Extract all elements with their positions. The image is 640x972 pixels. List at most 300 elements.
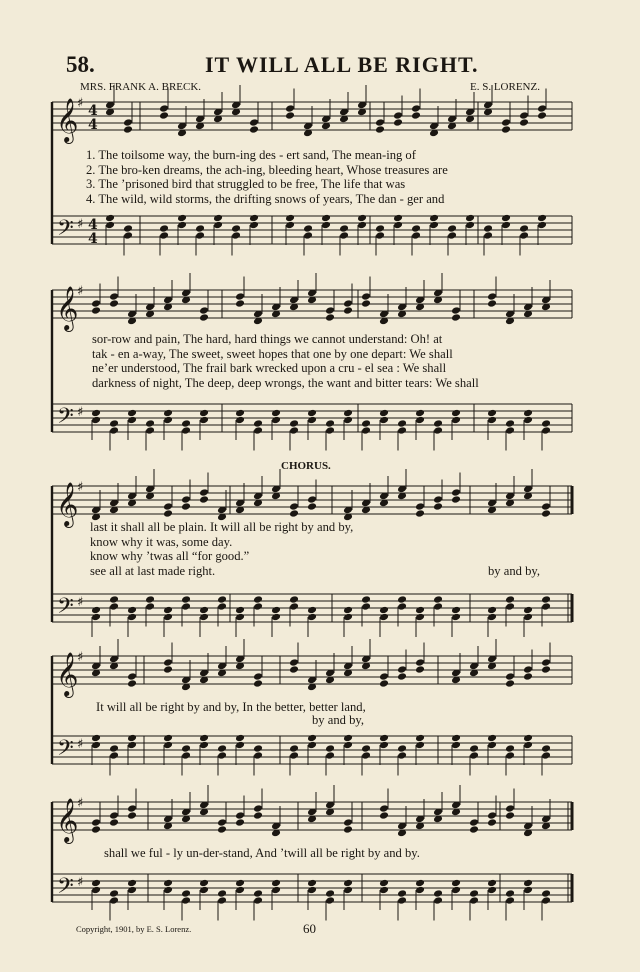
note-head [307, 416, 317, 425]
note-head [199, 495, 209, 504]
note-head [487, 606, 497, 615]
note-head [289, 658, 299, 667]
note-head [379, 416, 389, 425]
note-head [109, 811, 119, 820]
note-head [109, 751, 119, 760]
lyric-line: tak - en a-way, The sweet, sweet hopes that one by one depart: We shall [92, 346, 453, 361]
note-head [91, 409, 101, 418]
treble-clef: 𝄞 [56, 798, 79, 842]
note-head [163, 879, 173, 888]
note-head [433, 595, 443, 604]
note-head [375, 118, 385, 127]
note-head [541, 889, 551, 898]
note-head [289, 744, 299, 753]
key-signature-sharp: ♯ [77, 875, 84, 890]
note-head [105, 214, 115, 223]
note-head [537, 214, 547, 223]
key-signature-sharp: ♯ [77, 284, 84, 299]
system-4-bass-lyric [312, 713, 364, 728]
note-head [159, 111, 169, 120]
note-head [415, 409, 425, 418]
hymn-title: IT WILL ALL BE RIGHT. [205, 52, 479, 77]
note-head [163, 886, 173, 895]
note-head [321, 221, 331, 230]
note-head [523, 416, 533, 425]
note-head [235, 886, 245, 895]
note-head [181, 419, 191, 428]
note-head [109, 292, 119, 301]
note-head [537, 221, 547, 230]
note-head [343, 825, 353, 834]
note-head [181, 595, 191, 604]
note-head [289, 509, 299, 518]
note-head [523, 672, 533, 681]
note-head [501, 221, 511, 230]
note-head [429, 221, 439, 230]
note-head [361, 595, 371, 604]
note-head [357, 221, 367, 230]
note-head [289, 665, 299, 674]
note-head [541, 744, 551, 753]
note-head [271, 879, 281, 888]
note-head [397, 665, 407, 674]
note-head [375, 231, 385, 240]
note-head [127, 886, 137, 895]
note-head [343, 734, 353, 743]
note-head [217, 818, 227, 827]
note-head [105, 221, 115, 230]
note-head [199, 886, 209, 895]
note-head [285, 221, 295, 230]
note-head [361, 292, 371, 301]
note-head [109, 419, 119, 428]
note-head [163, 502, 173, 511]
note-head [541, 665, 551, 674]
note-head [379, 886, 389, 895]
treble-clef: 𝄞 [56, 98, 79, 142]
note-head [519, 231, 529, 240]
note-head [109, 818, 119, 827]
lyric-line: see all at last made right. [90, 563, 216, 578]
note-head [235, 818, 245, 827]
note-head [501, 214, 511, 223]
note-head [181, 495, 191, 504]
note-head [199, 613, 209, 622]
note-head [343, 606, 353, 615]
note-head [253, 811, 263, 820]
note-head [451, 416, 461, 425]
note-head [235, 879, 245, 888]
note-head [451, 606, 461, 615]
note-head [177, 214, 187, 223]
note-head [253, 602, 263, 611]
note-head [433, 896, 443, 905]
note-head [375, 125, 385, 134]
note-head [487, 292, 497, 301]
note-head [91, 879, 101, 888]
note-head [397, 602, 407, 611]
note-head [289, 602, 299, 611]
bass-clef: 𝄢 [57, 404, 74, 434]
note-head [253, 744, 263, 753]
note-head [487, 299, 497, 308]
note-head [415, 741, 425, 750]
time-signature: 4 [88, 231, 98, 247]
note-head [415, 658, 425, 667]
note-head [159, 224, 169, 233]
note-head [325, 306, 335, 315]
key-signature-sharp: ♯ [77, 737, 84, 752]
lyric-line: know why ’twas all “for good.” [90, 549, 250, 563]
note-head [451, 879, 461, 888]
note-head [213, 221, 223, 230]
note-head [325, 744, 335, 753]
note-head [181, 889, 191, 898]
note-head [393, 214, 403, 223]
note-head [465, 221, 475, 230]
note-head [91, 734, 101, 743]
note-head [303, 231, 313, 240]
note-head [163, 741, 173, 750]
note-head [217, 825, 227, 834]
note-head [181, 744, 191, 753]
system-1-lyrics [86, 148, 448, 206]
note-head [523, 734, 533, 743]
note-head [181, 502, 191, 511]
note-head [181, 896, 191, 905]
note-head [415, 509, 425, 518]
note-head [285, 111, 295, 120]
note-head [235, 292, 245, 301]
note-head [307, 886, 317, 895]
note-head [235, 613, 245, 622]
note-head [91, 299, 101, 308]
note-head [109, 744, 119, 753]
note-head [393, 118, 403, 127]
note-head [271, 409, 281, 418]
lyric-line: 3. The ’prisoned bird that struggled to be free, The life that was [86, 177, 406, 191]
note-head [379, 679, 389, 688]
note-head [199, 409, 209, 418]
note-head [127, 734, 137, 743]
note-head [433, 602, 443, 611]
note-head [433, 419, 443, 428]
system-2-lyrics [92, 332, 479, 390]
note-head [307, 495, 317, 504]
note-head [523, 665, 533, 674]
note-head [231, 231, 241, 240]
note-head [199, 741, 209, 750]
note-head [487, 886, 497, 895]
page-number: 60 [303, 921, 316, 936]
note-head [447, 231, 457, 240]
note-head [109, 299, 119, 308]
note-head [271, 606, 281, 615]
note-head [505, 679, 515, 688]
note-head [505, 751, 515, 760]
note-head [145, 419, 155, 428]
note-head [469, 896, 479, 905]
note-head [289, 595, 299, 604]
note-head [199, 734, 209, 743]
note-head [343, 299, 353, 308]
note-head [307, 502, 317, 511]
lyric-line: It will all be right by and by, In the better, better land, [96, 700, 366, 714]
note-head [325, 889, 335, 898]
note-head [397, 595, 407, 604]
note-head [415, 734, 425, 743]
note-head [523, 606, 533, 615]
note-head [397, 744, 407, 753]
note-head [487, 879, 497, 888]
note-head [343, 741, 353, 750]
note-head [379, 672, 389, 681]
note-head [379, 606, 389, 615]
note-head [163, 409, 173, 418]
note-head [307, 879, 317, 888]
note-head [307, 606, 317, 615]
note-head [505, 426, 515, 435]
note-head [163, 658, 173, 667]
note-head [217, 595, 227, 604]
lyric-line: ne’er understood, The frail bark wrecked upon a cru - el sea : We shall [92, 361, 447, 375]
note-head [285, 104, 295, 113]
lyric-line: last it shall all be plain. It will all be right by and by, [90, 520, 354, 534]
note-head [249, 125, 259, 134]
note-head [397, 419, 407, 428]
copyright-notice: Copyright, 1901, by E. S. Lorenz. [76, 924, 192, 934]
key-signature-sharp: ♯ [77, 480, 84, 495]
note-head [523, 879, 533, 888]
note-head [505, 811, 515, 820]
note-head [541, 751, 551, 760]
note-head [519, 224, 529, 233]
note-head [487, 613, 497, 622]
note-head [127, 879, 137, 888]
time-signature: 4 [88, 103, 98, 119]
note-head [123, 125, 133, 134]
note-head [451, 613, 461, 622]
note-head [433, 889, 443, 898]
bass-clef: 𝄢 [57, 736, 74, 766]
note-head [415, 879, 425, 888]
note-head [253, 595, 263, 604]
note-head [541, 419, 551, 428]
note-head [159, 104, 169, 113]
note-head [451, 409, 461, 418]
note-head [523, 613, 533, 622]
note-head [411, 104, 421, 113]
lyric-line: shall we ful - ly un-der-stand, And ’twill all be right by and by. [104, 846, 420, 860]
note-head [501, 125, 511, 134]
note-head [469, 751, 479, 760]
author-credit: MRS. FRANK A. BRECK. [80, 81, 202, 93]
treble-clef: 𝄞 [56, 286, 79, 330]
note-head [523, 741, 533, 750]
note-head [253, 889, 263, 898]
lyric-line: sor-row and pain, The hard, hard things we cannot understand: Oh! at [92, 332, 443, 346]
note-head [397, 896, 407, 905]
system-5-lyrics [104, 846, 420, 861]
treble-clef: 𝄞 [56, 482, 79, 526]
chorus-label: CHORUS. [281, 460, 331, 472]
note-head [109, 889, 119, 898]
note-head [91, 818, 101, 827]
note-head [253, 419, 263, 428]
note-head [285, 214, 295, 223]
note-head [397, 751, 407, 760]
note-head [411, 111, 421, 120]
note-head [357, 214, 367, 223]
note-head [253, 426, 263, 435]
note-head [343, 409, 353, 418]
note-head [411, 231, 421, 240]
note-head [217, 744, 227, 753]
lyric-line: 4. The wild, wild storms, the drifting snows of years, The dan - ger and [86, 191, 445, 206]
bass-clef: 𝄢 [57, 216, 74, 246]
note-head [505, 744, 515, 753]
note-head [163, 665, 173, 674]
note-head [343, 818, 353, 827]
note-head [397, 426, 407, 435]
key-signature-sharp: ♯ [77, 217, 84, 232]
lyric-line: by and by, [488, 564, 540, 578]
note-head [469, 818, 479, 827]
lyric-line: 2. The bro-ken dreams, the ach-ing, bleeding heart, Whose treasures are [86, 162, 448, 177]
note-head [307, 613, 317, 622]
note-head [289, 426, 299, 435]
note-head [343, 886, 353, 895]
note-head [415, 665, 425, 674]
note-head [465, 214, 475, 223]
note-head [393, 111, 403, 120]
note-head [127, 804, 137, 813]
note-head [541, 502, 551, 511]
note-head [487, 416, 497, 425]
note-head [505, 595, 515, 604]
note-head [235, 606, 245, 615]
note-head [123, 224, 133, 233]
note-head [451, 488, 461, 497]
bass-clef: 𝄢 [57, 594, 74, 624]
note-head [249, 221, 259, 230]
note-head [519, 118, 529, 127]
note-head [123, 118, 133, 127]
note-head [469, 825, 479, 834]
note-head [303, 224, 313, 233]
note-head [397, 672, 407, 681]
note-head [451, 495, 461, 504]
note-head [451, 741, 461, 750]
note-head [505, 419, 515, 428]
note-head [109, 426, 119, 435]
note-head [483, 224, 493, 233]
note-head [199, 879, 209, 888]
system-3-lyrics [90, 520, 353, 578]
note-head [379, 734, 389, 743]
note-head [163, 416, 173, 425]
note-head [379, 741, 389, 750]
note-head [307, 741, 317, 750]
note-head [289, 502, 299, 511]
note-head [379, 613, 389, 622]
note-head [127, 606, 137, 615]
note-head [541, 896, 551, 905]
note-head [109, 595, 119, 604]
note-head [487, 734, 497, 743]
lyric-line: darkness of night, The deep, deep wrongs, the want and bitter tears: We shall [92, 375, 479, 390]
note-head [181, 426, 191, 435]
treble-clef: 𝄞 [56, 652, 79, 696]
note-head [537, 104, 547, 113]
note-head [361, 299, 371, 308]
note-head [343, 879, 353, 888]
note-head [177, 221, 187, 230]
note-head [343, 613, 353, 622]
composer-credit: E. S. LORENZ. [470, 81, 540, 93]
note-head [429, 214, 439, 223]
note-head [415, 613, 425, 622]
note-head [253, 672, 263, 681]
note-head [541, 426, 551, 435]
note-head [199, 416, 209, 425]
note-head [339, 224, 349, 233]
note-head [253, 896, 263, 905]
note-head [253, 679, 263, 688]
note-head [541, 658, 551, 667]
key-signature-sharp: ♯ [77, 595, 84, 610]
note-head [181, 602, 191, 611]
note-head [361, 419, 371, 428]
note-head [325, 426, 335, 435]
note-head [235, 734, 245, 743]
note-head [235, 299, 245, 308]
note-head [519, 111, 529, 120]
note-head [523, 886, 533, 895]
note-head [91, 606, 101, 615]
note-head [379, 879, 389, 888]
note-head [91, 825, 101, 834]
note-head [523, 409, 533, 418]
note-head [541, 602, 551, 611]
note-head [415, 502, 425, 511]
hymn-number: 58. [66, 52, 95, 77]
note-head [181, 751, 191, 760]
note-head [469, 889, 479, 898]
note-head [163, 509, 173, 518]
note-head [415, 416, 425, 425]
note-head [213, 214, 223, 223]
note-head [145, 602, 155, 611]
lyric-line: know why it was, some day. [90, 534, 233, 549]
note-head [321, 214, 331, 223]
note-head [469, 744, 479, 753]
note-head [505, 804, 515, 813]
bass-clef: 𝄢 [57, 874, 74, 904]
note-head [289, 419, 299, 428]
note-head [127, 409, 137, 418]
note-head [199, 488, 209, 497]
note-head [163, 613, 173, 622]
note-head [217, 896, 227, 905]
system-3-bass-lyric [488, 564, 540, 579]
note-head [271, 613, 281, 622]
note-head [397, 889, 407, 898]
note-head [505, 896, 515, 905]
lyric-line: by and by, [312, 713, 364, 727]
note-head [249, 118, 259, 127]
note-head [91, 886, 101, 895]
